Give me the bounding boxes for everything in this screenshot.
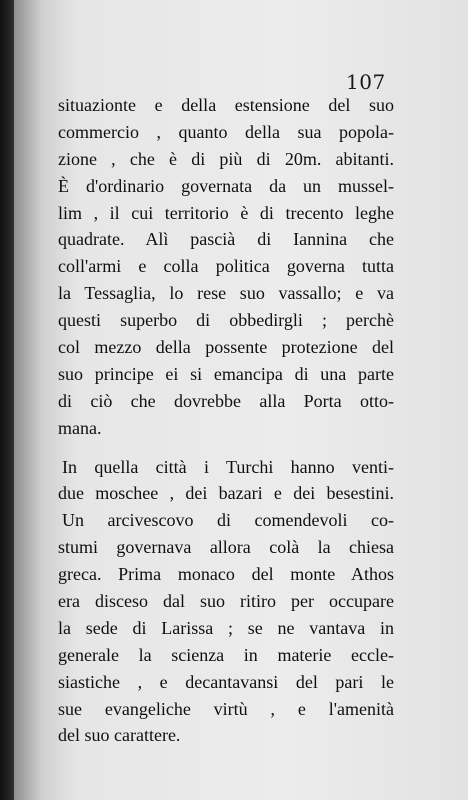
text-line: In quella città i Turchi hanno venti- bbox=[62, 456, 394, 477]
body-text bbox=[58, 92, 394, 749]
text-line: stumi governava allora colà la chiesa bbox=[58, 537, 394, 558]
text-line: commercio , quanto della sua popola- bbox=[58, 121, 394, 142]
text-line: greca. Prima monaco del monte Athos bbox=[58, 564, 394, 585]
text-line: la sede di Larissa ; se ne vantava in bbox=[58, 617, 394, 638]
paragraph-1 bbox=[58, 92, 394, 442]
text-line: di ciò che dovrebbe alla Porta otto- bbox=[58, 390, 394, 411]
text-line: coll'armi e colla politica governa tutta bbox=[58, 256, 394, 277]
text-line: suo principe ei si emancipa di una parte bbox=[58, 363, 394, 384]
paragraph-3 bbox=[58, 507, 394, 749]
text-line: due moschee , dei bazari e dei besestini. bbox=[58, 483, 394, 504]
text-line: col mezzo della possente protezione del bbox=[58, 337, 394, 358]
text-line: sue evangeliche virtù , e l'amenità bbox=[58, 698, 394, 719]
text-line: situazionte e della estensione del suo bbox=[58, 95, 394, 115]
text-line: È d'ordinario governata da un mussel- bbox=[58, 175, 394, 196]
text-line: la Tessaglia, lo rese suo vassallo; e va bbox=[58, 283, 394, 304]
page-number: 107 bbox=[346, 70, 386, 94]
text-line: Un arcivescovo di comendevoli co- bbox=[62, 510, 394, 531]
text-line: era disceso dal suo ritiro per occupare bbox=[58, 591, 394, 612]
paragraph-2 bbox=[58, 454, 394, 508]
text-line: questi superbo di obbedirgli ; perchè bbox=[58, 310, 394, 331]
text-line: mana. bbox=[58, 417, 102, 438]
text-line: del suo carattere. bbox=[58, 725, 181, 746]
text-line: lim , il cui territorio è di trecento leghe bbox=[58, 202, 394, 223]
text-line: zione , che è di più di 20m. abitanti. bbox=[58, 148, 394, 169]
text-line: quadrate. Alì pascià di Iannina che bbox=[58, 229, 394, 250]
text-line: generale la scienza in materie eccle- bbox=[58, 644, 394, 665]
text-line: siastiche , e decantavansi del pari le bbox=[58, 671, 394, 692]
